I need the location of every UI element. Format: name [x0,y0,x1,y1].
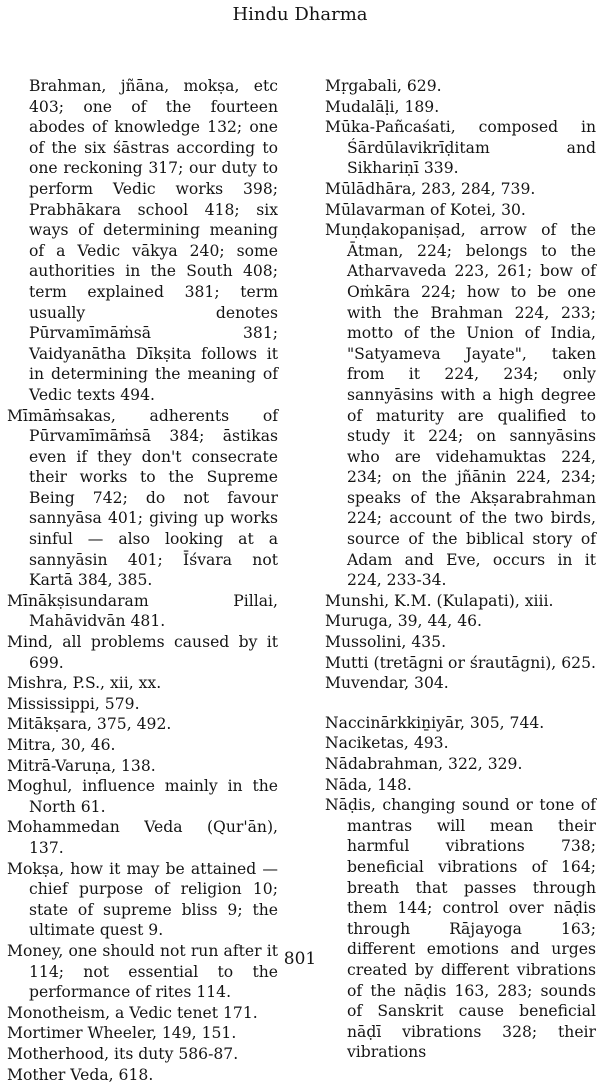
index-column-left [7,76,278,1085]
index-entry: Mīnākṣisundaram Pillai, Mahāvidvān 481. [7,591,278,632]
index-entry: Mokṣa, how it may be attained — chief purpose of religion 10; state of supreme bliss 9; the ultimate quest 9. [7,859,278,941]
index-entry: Mūlavarman of Kotei, 30. [325,200,596,221]
index-entry: Mother Veda, 618. [7,1065,278,1085]
index-entry: Mutti (tretāgni or śrautāgni), 625. [325,653,596,674]
running-header: Hindu Dharma [0,4,600,26]
index-entry: Naciketas, 493. [325,733,596,754]
index-entry: Mishra, P.S., xii, xx. [7,673,278,694]
index-entry: Moghul, influence mainly in the North 61. [7,776,278,817]
index-entry: Monotheism, a Vedic tenet 171. [7,1003,278,1024]
index-entry: Motherhood, its duty 586-87. [7,1044,278,1065]
index-entry: Brahman, jñāna, mokṣa, etc 403; one of the fourteen abodes of knowledge 132; one of the six śāstras according to one reckoning 317; our duty to perform Vedic works 398; Prabhākara school 418; six ways of determining meaning of a Vedic vākya 240; some authorities in the South 408; term explained 381; term usually denotes Pūrvamīmāṁsā 381; Vaidyanātha Dīkṣita follows it in determining the meaning of Vedic texts 494. [7,76,278,406]
index-entry: Nādabrahman, 322, 329. [325,754,596,775]
index-entry: Mississippi, 579. [7,694,278,715]
index-entry: Muṇḍakopaniṣad, arrow of the Ātman, 224; belongs to the Atharvaveda 223, 261; bow of Oṁkāra 224; how to be one with the Brahman 224, 233; motto of the Union of India, "Satyameva Jayate", taken from it 224, 234; only sannyāsins with a high degree of maturity are qualified to study it 224; on sannyāsins who are videhamuktas 224, 234; on the jñānin 224, 234; speaks of the Akṣarabrahman 224; account of the two birds, source of the biblical story of Adam and Eve, occurs in it 224, 233-34. [325,220,596,591]
index-entry: Naccinārkkiṉiyār, 305, 744. [325,713,596,734]
index-entry: Mudalāḷi, 189. [325,97,596,118]
index-entry: Mūka-Pañcaśati, composed in Śārdūlavikrīḍitam and Sikhariṇī 339. [325,117,596,179]
index-entry: Mitrā-Varuṇa, 138. [7,756,278,777]
index-entry: Money, one should not run after it 114; not essential to the performance of rites 114. [7,941,278,1003]
index-entry: Mṛgabali, 629. [325,76,596,97]
index-column-right [325,76,596,1063]
index-entry: Mūlādhāra, 283, 284, 739. [325,179,596,200]
index-entry: Mohammedan Veda (Qur'ān), 137. [7,817,278,858]
index-entry: Munshi, K.M. (Kulapati), xiii. [325,591,596,612]
index-entry: Nāda, 148. [325,775,596,796]
index-entry: Mitākṣara, 375, 492. [7,714,278,735]
index-entry: Muvendar, 304. [325,673,596,694]
index-entry: Mīmāṁsakas, adherents of Pūrvamīmāṁsā 384; āstikas even if they don't consecrate their works to the Supreme Being 742; do not favour sannyāsa 401; giving up works sinful — also looking at a sannyāsin 401; Īśvara not Kartā 384, 385. [7,406,278,591]
index-entry: Nāḍis, changing sound or tone of mantras will mean their harmful vibrations 738; beneficial vibrations of 164; breath that passes through them 144; control over nāḍis through Rājayoga 163; different emotions and urges created by different vibrations of the nāḍis 163, 283; sounds of Sanskrit cause beneficial nāḍī vibrations 328; their vibrations [325,795,596,1063]
index-entry: Muruga, 39, 44, 46. [325,611,596,632]
index-entry: Mortimer Wheeler, 149, 151. [7,1023,278,1044]
index-entry: Mitra, 30, 46. [7,735,278,756]
index-entry: Mind, all problems caused by it 699. [7,632,278,673]
section-gap [325,694,596,713]
page-number: 801 [0,949,600,969]
index-entry: Mussolini, 435. [325,632,596,653]
